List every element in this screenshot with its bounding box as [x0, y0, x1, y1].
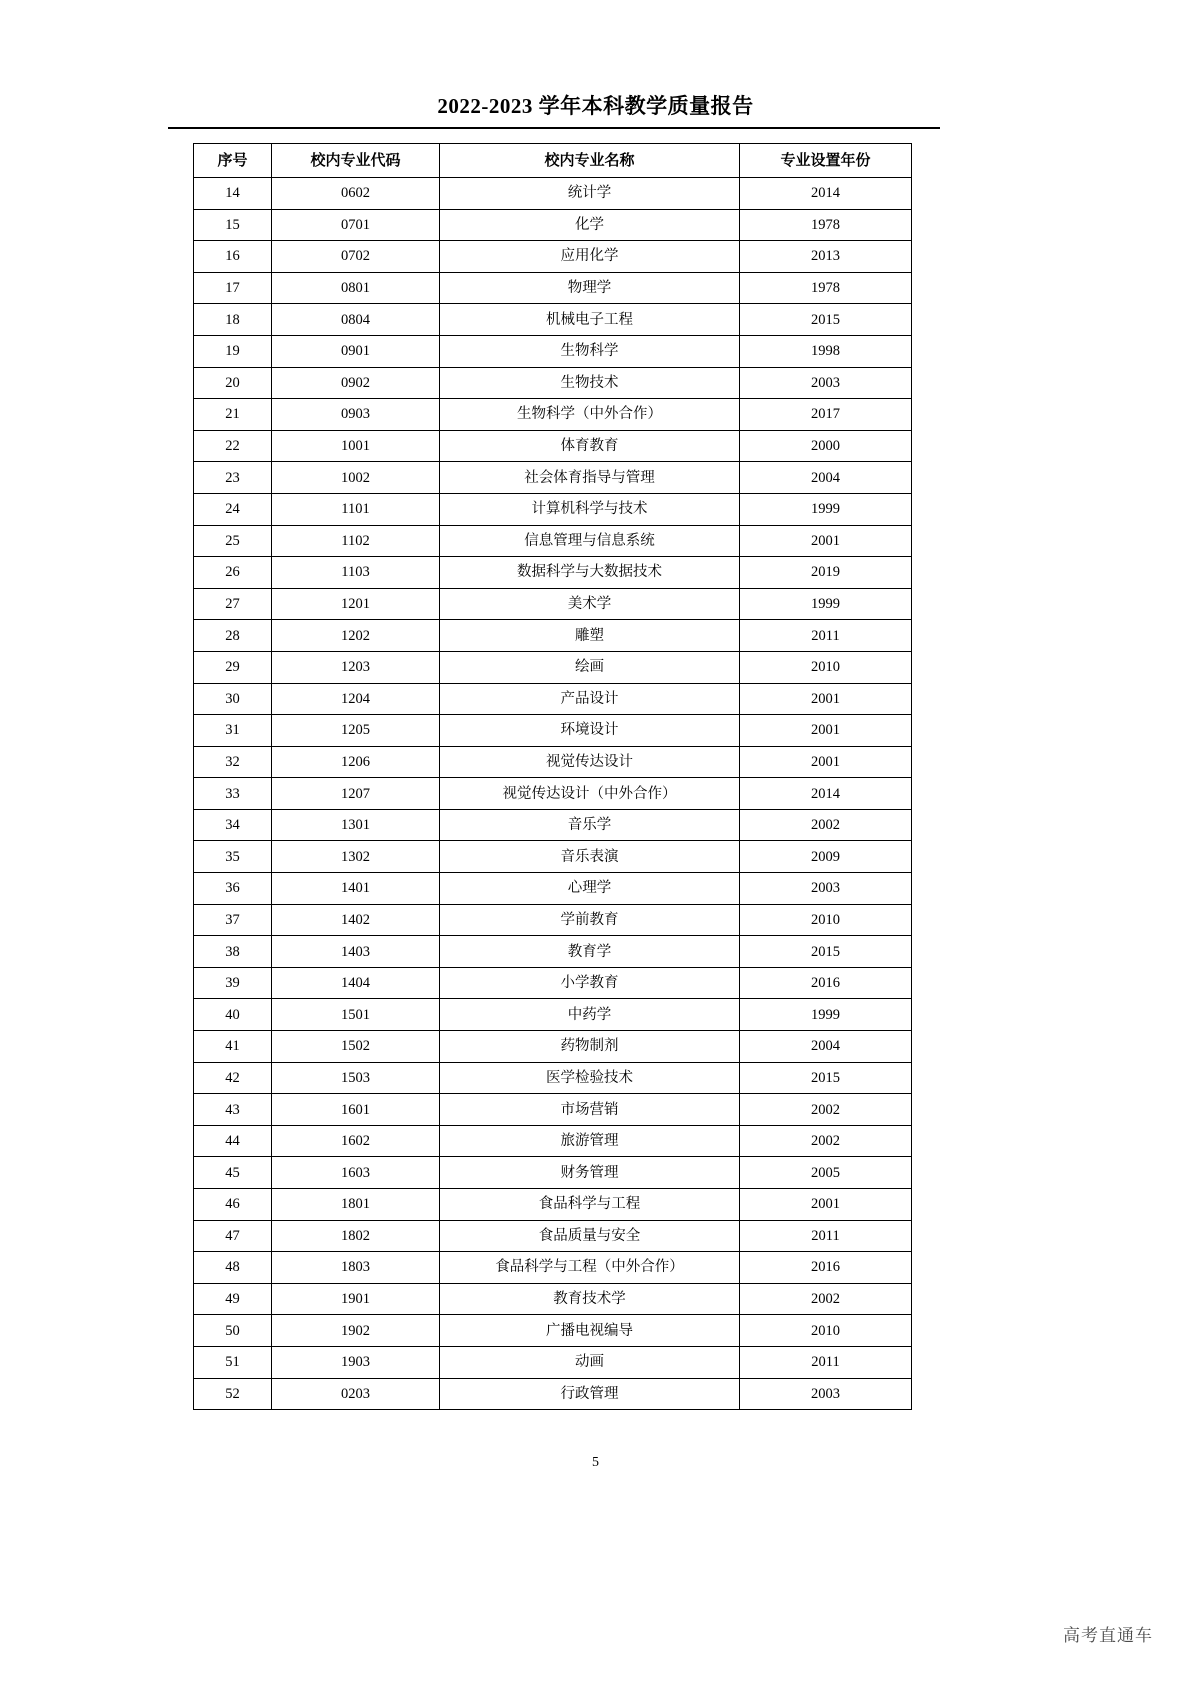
- table-row: [194, 715, 912, 747]
- cell-major-name: 数据科学与大数据技术: [440, 557, 740, 589]
- cell-established-year: 2011: [740, 1220, 912, 1252]
- cell-index: 49: [194, 1283, 272, 1315]
- table-row: [194, 1062, 912, 1094]
- cell-major-name: 药物制剂: [440, 1031, 740, 1063]
- cell-index: 51: [194, 1346, 272, 1378]
- cell-established-year: 2013: [740, 241, 912, 273]
- cell-established-year: 2003: [740, 367, 912, 399]
- cell-major-name: 音乐学: [440, 809, 740, 841]
- cell-major-code: 1503: [272, 1062, 440, 1094]
- cell-index: 21: [194, 399, 272, 431]
- cell-major-name: 财务管理: [440, 1157, 740, 1189]
- table-row: [194, 493, 912, 525]
- cell-established-year: 2003: [740, 1378, 912, 1410]
- cell-major-name: 统计学: [440, 178, 740, 210]
- cell-major-code: 1302: [272, 841, 440, 873]
- cell-established-year: 2002: [740, 1094, 912, 1126]
- cell-major-code: 1301: [272, 809, 440, 841]
- cell-major-code: 1603: [272, 1157, 440, 1189]
- column-header-major-code: 校内专业代码: [272, 144, 440, 178]
- cell-index: 45: [194, 1157, 272, 1189]
- cell-major-name: 动画: [440, 1346, 740, 1378]
- table-row: [194, 904, 912, 936]
- cell-major-code: 1202: [272, 620, 440, 652]
- cell-index: 46: [194, 1189, 272, 1221]
- cell-major-name: 小学教育: [440, 967, 740, 999]
- table-row: [194, 1125, 912, 1157]
- cell-major-code: 1802: [272, 1220, 440, 1252]
- cell-established-year: 2015: [740, 936, 912, 968]
- cell-index: 16: [194, 241, 272, 273]
- cell-index: 30: [194, 683, 272, 715]
- cell-index: 15: [194, 209, 272, 241]
- cell-established-year: 2010: [740, 904, 912, 936]
- cell-major-code: 1601: [272, 1094, 440, 1126]
- table-header-row: [194, 144, 912, 178]
- table-body: [194, 178, 912, 1410]
- table-row: [194, 209, 912, 241]
- cell-major-name: 中药学: [440, 999, 740, 1031]
- cell-established-year: 2015: [740, 304, 912, 336]
- cell-index: 27: [194, 588, 272, 620]
- cell-established-year: 1999: [740, 493, 912, 525]
- table-row: [194, 525, 912, 557]
- cell-established-year: 2011: [740, 1346, 912, 1378]
- cell-major-code: 1602: [272, 1125, 440, 1157]
- cell-index: 19: [194, 335, 272, 367]
- cell-established-year: 2014: [740, 178, 912, 210]
- page-header: [168, 92, 1023, 120]
- cell-index: 24: [194, 493, 272, 525]
- table-row: [194, 651, 912, 683]
- cell-major-name: 市场营销: [440, 1094, 740, 1126]
- cell-major-code: 1101: [272, 493, 440, 525]
- cell-major-name: 食品质量与安全: [440, 1220, 740, 1252]
- cell-established-year: 2004: [740, 1031, 912, 1063]
- table-row: [194, 873, 912, 905]
- table-row: [194, 462, 912, 494]
- cell-index: 52: [194, 1378, 272, 1410]
- cell-established-year: 1999: [740, 999, 912, 1031]
- cell-established-year: 2015: [740, 1062, 912, 1094]
- cell-major-name: 医学检验技术: [440, 1062, 740, 1094]
- table-row: [194, 272, 912, 304]
- cell-major-name: 生物科学: [440, 335, 740, 367]
- cell-established-year: 2009: [740, 841, 912, 873]
- table-row: [194, 1031, 912, 1063]
- cell-index: 43: [194, 1094, 272, 1126]
- cell-major-code: 1103: [272, 557, 440, 589]
- table-row: [194, 178, 912, 210]
- cell-established-year: 2001: [740, 525, 912, 557]
- table-row: [194, 304, 912, 336]
- table-row: [194, 241, 912, 273]
- table-row: [194, 557, 912, 589]
- cell-major-code: 1203: [272, 651, 440, 683]
- cell-established-year: 2017: [740, 399, 912, 431]
- column-header-major-name: 校内专业名称: [440, 144, 740, 178]
- cell-major-code: 1207: [272, 778, 440, 810]
- cell-major-code: 1201: [272, 588, 440, 620]
- cell-established-year: 2003: [740, 873, 912, 905]
- cell-established-year: 2000: [740, 430, 912, 462]
- cell-index: 44: [194, 1125, 272, 1157]
- cell-established-year: 2005: [740, 1157, 912, 1189]
- table-row: [194, 778, 912, 810]
- cell-major-code: 1102: [272, 525, 440, 557]
- watermark-label: 高考直通车: [1063, 1626, 1153, 1645]
- cell-major-code: 1403: [272, 936, 440, 968]
- cell-major-name: 食品科学与工程: [440, 1189, 740, 1221]
- cell-established-year: 2001: [740, 715, 912, 747]
- table-row: [194, 967, 912, 999]
- cell-index: 38: [194, 936, 272, 968]
- cell-index: 26: [194, 557, 272, 589]
- cell-index: 37: [194, 904, 272, 936]
- cell-major-name: 化学: [440, 209, 740, 241]
- table-row: [194, 841, 912, 873]
- cell-index: 34: [194, 809, 272, 841]
- page-number: 5: [592, 1455, 599, 1470]
- cell-major-code: 1204: [272, 683, 440, 715]
- cell-established-year: 2002: [740, 809, 912, 841]
- table-row: [194, 1283, 912, 1315]
- table-row: [194, 746, 912, 778]
- cell-index: 40: [194, 999, 272, 1031]
- majors-table-container: [193, 143, 911, 1410]
- cell-established-year: 2001: [740, 683, 912, 715]
- cell-major-name: 环境设计: [440, 715, 740, 747]
- cell-major-name: 物理学: [440, 272, 740, 304]
- cell-major-name: 视觉传达设计（中外合作）: [440, 778, 740, 810]
- cell-index: 33: [194, 778, 272, 810]
- table-row: [194, 683, 912, 715]
- table-row: [194, 1315, 912, 1347]
- cell-index: 41: [194, 1031, 272, 1063]
- cell-major-name: 学前教育: [440, 904, 740, 936]
- cell-established-year: 2014: [740, 778, 912, 810]
- cell-major-name: 美术学: [440, 588, 740, 620]
- cell-major-name: 应用化学: [440, 241, 740, 273]
- cell-established-year: 2016: [740, 1252, 912, 1284]
- cell-major-name: 教育学: [440, 936, 740, 968]
- cell-major-code: 1801: [272, 1189, 440, 1221]
- cell-major-code: 0203: [272, 1378, 440, 1410]
- table-row: [194, 1252, 912, 1284]
- majors-table: [193, 143, 912, 1410]
- cell-established-year: 1998: [740, 335, 912, 367]
- cell-established-year: 2001: [740, 746, 912, 778]
- cell-established-year: 2002: [740, 1283, 912, 1315]
- cell-major-name: 视觉传达设计: [440, 746, 740, 778]
- cell-index: 35: [194, 841, 272, 873]
- cell-established-year: 1978: [740, 209, 912, 241]
- cell-established-year: 2001: [740, 1189, 912, 1221]
- cell-major-code: 0901: [272, 335, 440, 367]
- cell-major-code: 1502: [272, 1031, 440, 1063]
- cell-major-code: 1001: [272, 430, 440, 462]
- cell-index: 18: [194, 304, 272, 336]
- cell-major-name: 雕塑: [440, 620, 740, 652]
- cell-index: 48: [194, 1252, 272, 1284]
- cell-major-code: 0701: [272, 209, 440, 241]
- column-header-established-year: 专业设置年份: [740, 144, 912, 178]
- table-row: [194, 809, 912, 841]
- cell-index: 32: [194, 746, 272, 778]
- cell-major-code: 1902: [272, 1315, 440, 1347]
- cell-index: 25: [194, 525, 272, 557]
- table-row: [194, 367, 912, 399]
- cell-established-year: 1978: [740, 272, 912, 304]
- cell-major-name: 绘画: [440, 651, 740, 683]
- cell-index: 36: [194, 873, 272, 905]
- cell-major-name: 行政管理: [440, 1378, 740, 1410]
- table-header-row-group: [194, 144, 912, 178]
- cell-major-name: 信息管理与信息系统: [440, 525, 740, 557]
- cell-major-name: 食品科学与工程（中外合作）: [440, 1252, 740, 1284]
- table-row: [194, 1189, 912, 1221]
- cell-index: 28: [194, 620, 272, 652]
- cell-major-code: 1402: [272, 904, 440, 936]
- cell-major-name: 机械电子工程: [440, 304, 740, 336]
- cell-index: 20: [194, 367, 272, 399]
- table-row: [194, 1094, 912, 1126]
- cell-major-code: 1401: [272, 873, 440, 905]
- cell-major-code: 0804: [272, 304, 440, 336]
- cell-major-code: 1803: [272, 1252, 440, 1284]
- table-row: [194, 1157, 912, 1189]
- cell-major-name: 心理学: [440, 873, 740, 905]
- cell-established-year: 2004: [740, 462, 912, 494]
- cell-index: 47: [194, 1220, 272, 1252]
- cell-major-name: 音乐表演: [440, 841, 740, 873]
- cell-established-year: 2016: [740, 967, 912, 999]
- column-header-index: 序号: [194, 144, 272, 178]
- table-row: [194, 588, 912, 620]
- cell-major-name: 计算机科学与技术: [440, 493, 740, 525]
- cell-major-code: 1501: [272, 999, 440, 1031]
- table-row: [194, 999, 912, 1031]
- cell-major-code: 1205: [272, 715, 440, 747]
- cell-major-code: 1901: [272, 1283, 440, 1315]
- table-row: [194, 430, 912, 462]
- cell-major-code: 0702: [272, 241, 440, 273]
- cell-established-year: 2010: [740, 1315, 912, 1347]
- cell-major-name: 产品设计: [440, 683, 740, 715]
- cell-major-name: 生物科学（中外合作）: [440, 399, 740, 431]
- cell-index: 14: [194, 178, 272, 210]
- table-row: [194, 1346, 912, 1378]
- cell-major-code: 0801: [272, 272, 440, 304]
- header-divider: [168, 127, 940, 129]
- cell-major-code: 0602: [272, 178, 440, 210]
- cell-major-name: 广播电视编导: [440, 1315, 740, 1347]
- cell-major-name: 教育技术学: [440, 1283, 740, 1315]
- cell-established-year: 2010: [740, 651, 912, 683]
- cell-index: 42: [194, 1062, 272, 1094]
- table-row: [194, 620, 912, 652]
- cell-major-code: 0903: [272, 399, 440, 431]
- cell-major-name: 社会体育指导与管理: [440, 462, 740, 494]
- table-row: [194, 399, 912, 431]
- table-row: [194, 936, 912, 968]
- cell-index: 39: [194, 967, 272, 999]
- cell-index: 50: [194, 1315, 272, 1347]
- cell-major-name: 生物技术: [440, 367, 740, 399]
- cell-major-code: 0902: [272, 367, 440, 399]
- cell-index: 29: [194, 651, 272, 683]
- page-title: 2022-2023 学年本科教学质量报告: [437, 94, 754, 118]
- cell-major-name: 旅游管理: [440, 1125, 740, 1157]
- table-row: [194, 1220, 912, 1252]
- cell-established-year: 2011: [740, 620, 912, 652]
- table-row: [194, 335, 912, 367]
- table-row: [194, 1378, 912, 1410]
- cell-established-year: 2002: [740, 1125, 912, 1157]
- cell-major-name: 体育教育: [440, 430, 740, 462]
- cell-major-code: 1206: [272, 746, 440, 778]
- cell-established-year: 2019: [740, 557, 912, 589]
- cell-index: 17: [194, 272, 272, 304]
- cell-major-code: 1002: [272, 462, 440, 494]
- cell-major-code: 1903: [272, 1346, 440, 1378]
- cell-index: 22: [194, 430, 272, 462]
- cell-major-code: 1404: [272, 967, 440, 999]
- cell-index: 31: [194, 715, 272, 747]
- cell-established-year: 1999: [740, 588, 912, 620]
- cell-index: 23: [194, 462, 272, 494]
